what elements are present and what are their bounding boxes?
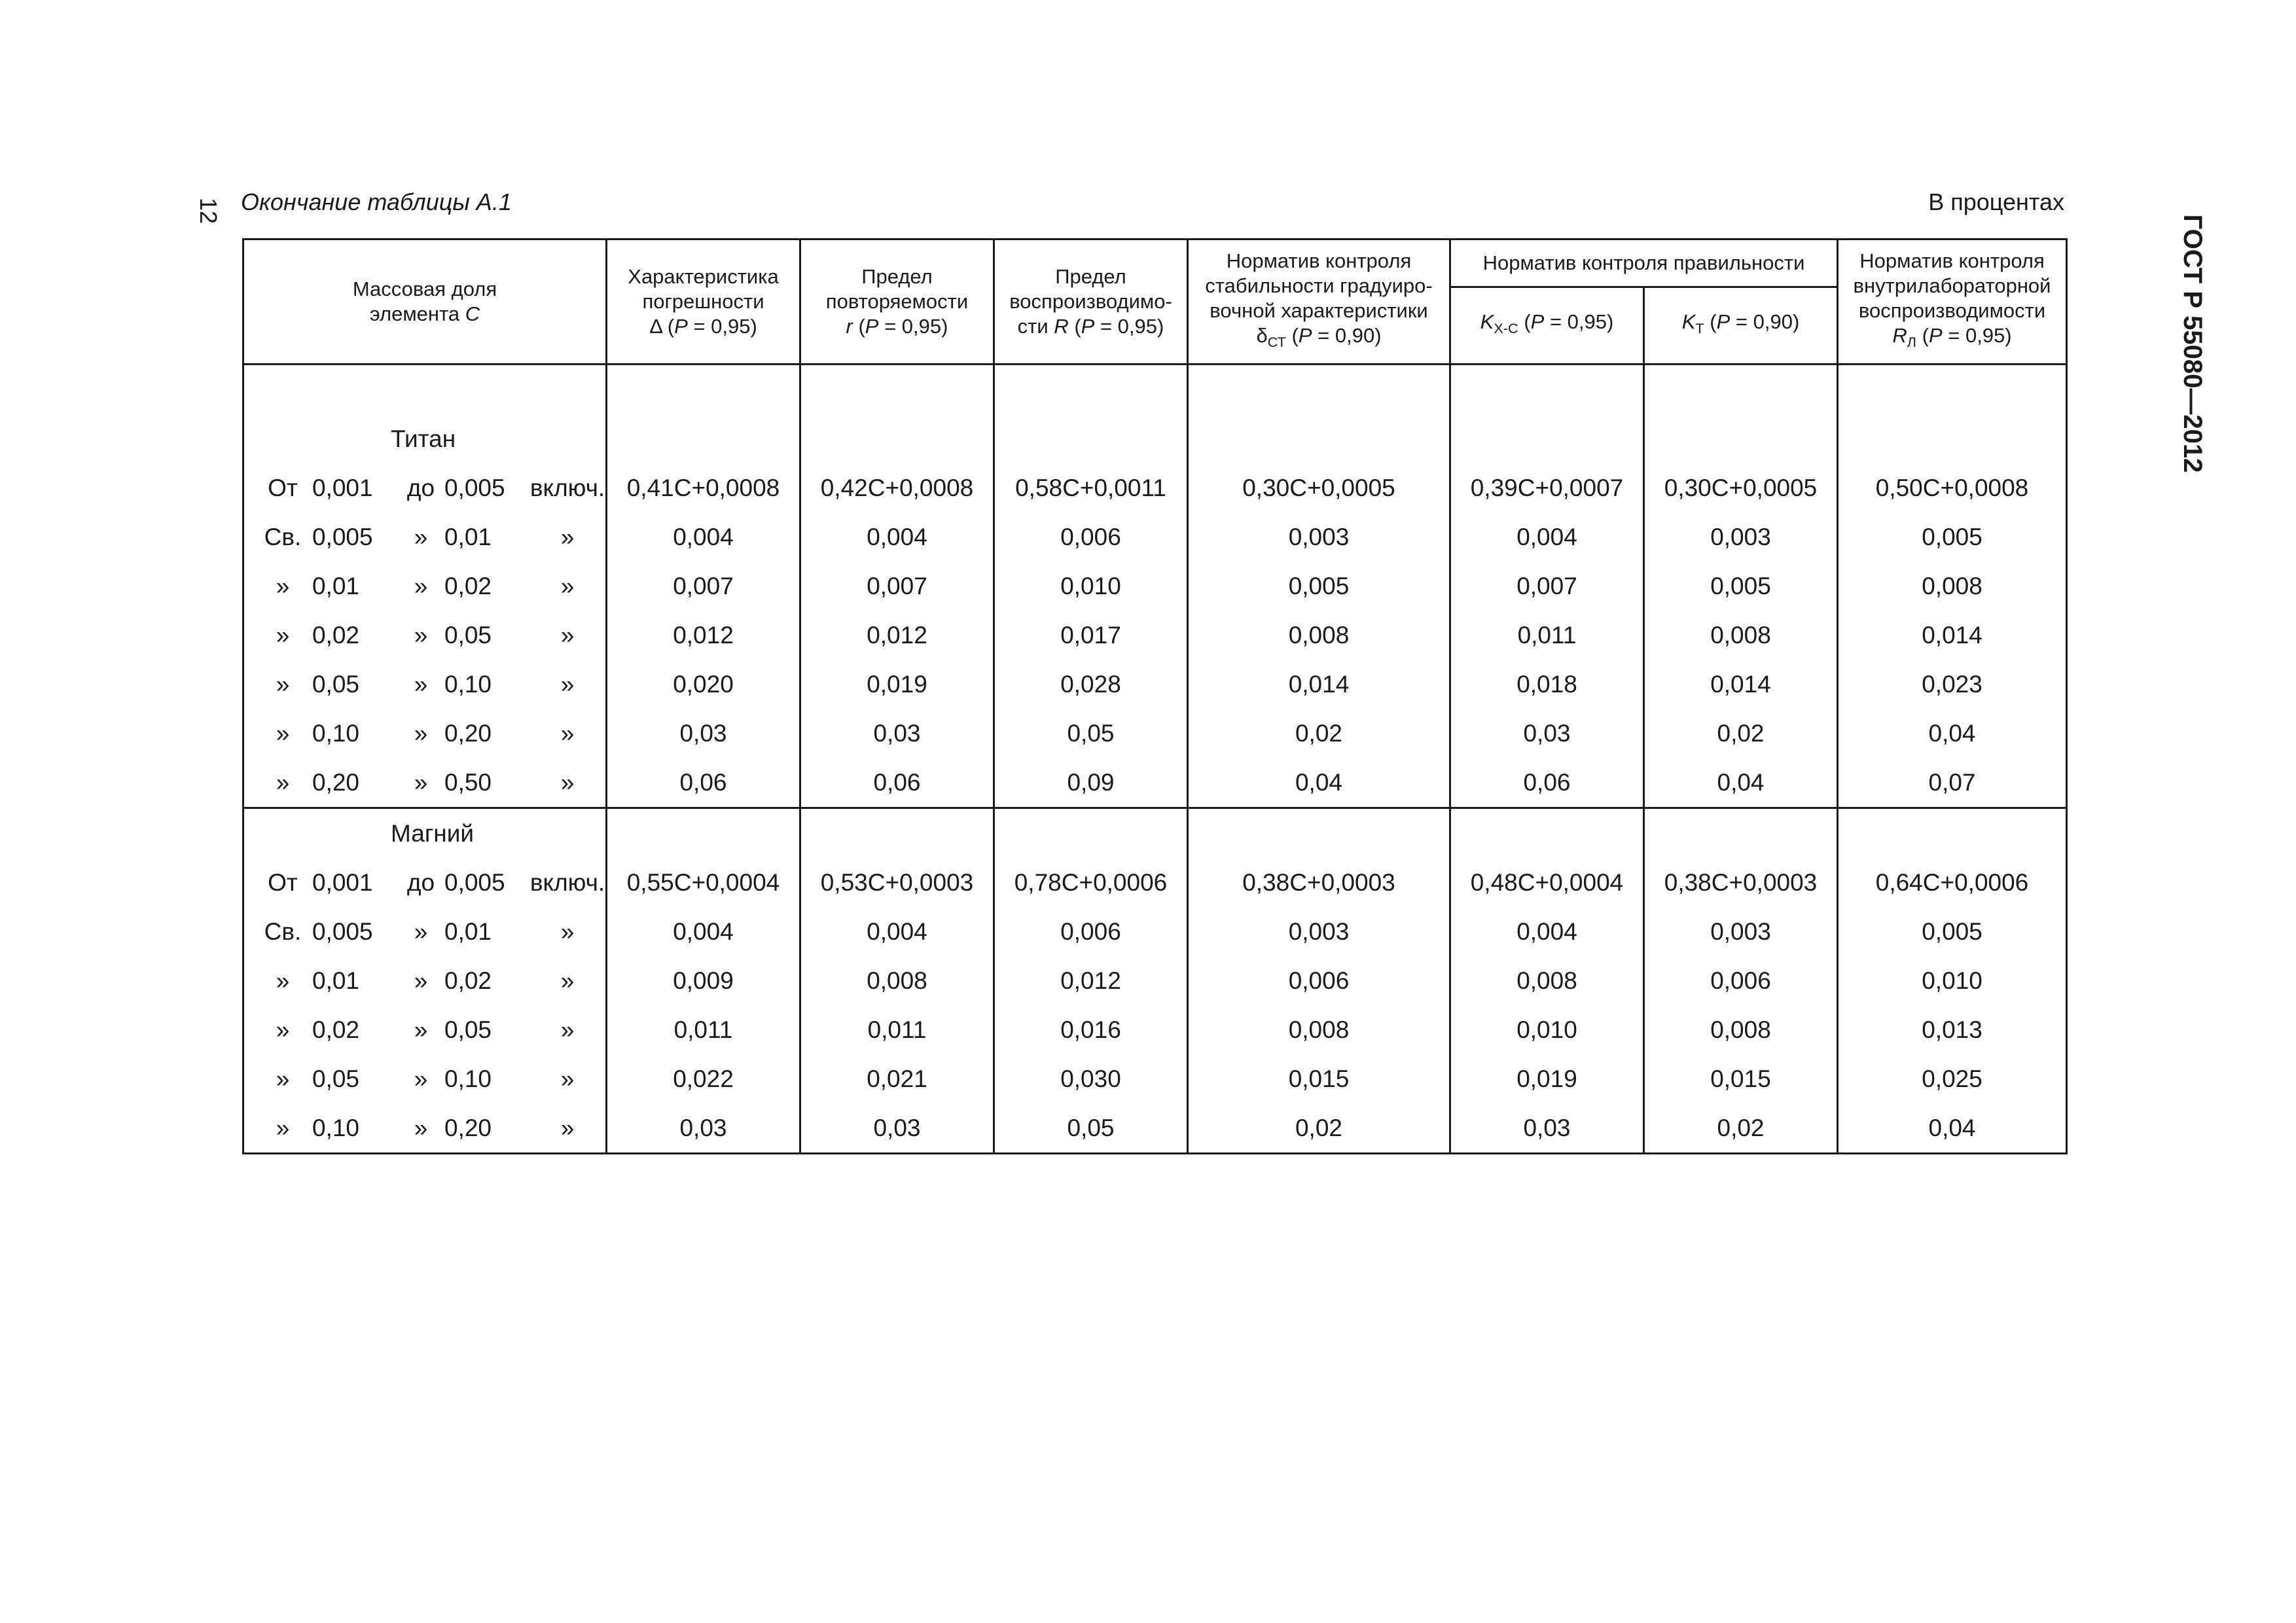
range-part: 0,10 [444,1065,492,1092]
range-part: » [560,670,575,698]
table-caption: Окончание таблицы А.1 [241,188,512,215]
value-cell: 0,005 [1644,562,1838,611]
value-cell: 0,017 [994,611,1188,660]
header-repeatability-limit: Предел повторяемости r (P = 0,95) [800,240,994,365]
value-cell: 0,38С+0,0003 [1644,858,1838,907]
group-title: Титан [391,425,456,452]
value-cell: 0,023 [1838,660,2067,709]
value-cell: 0,005 [1188,562,1450,611]
table-row [243,463,2067,512]
value-cell: 0,008 [1188,1005,1450,1054]
range-part: 0,01 [444,523,492,550]
range-part: » [414,1065,428,1092]
table-body [243,414,2067,1154]
value-cell: 0,004 [1450,907,1644,956]
value-cell: 0,07 [1838,758,2067,808]
value-cell: 0,016 [994,1005,1188,1054]
value-cell: 0,008 [1644,611,1838,660]
value-cell: 0,012 [607,611,800,660]
range-cell [243,1054,607,1103]
value-cell: 0,003 [1188,512,1450,562]
range-part: » [414,1114,428,1141]
value-cell: 0,021 [800,1054,994,1103]
range-cell [243,758,607,808]
value-cell: 0,03 [607,1103,800,1154]
header-k-x-c: $K_{Х-С}$ (P = 0,95) [1450,287,1644,365]
header-reproducibility-limit: Предел воспроизводимо- сти R (P = 0,95) [994,240,1188,365]
value-cell: 0,53С+0,0003 [800,858,994,907]
value-cell: 0,30С+0,0005 [1644,463,1838,512]
range-part: » [414,1016,428,1043]
header-k-t: $K_Т$ (P = 0,90) [1644,287,1838,365]
range-cell [243,1103,607,1154]
table-row [243,611,2067,660]
value-cell: 0,010 [1838,956,2067,1005]
range-part: » [560,1065,575,1092]
value-cell: 0,015 [1188,1054,1450,1103]
range-part: » [560,918,575,945]
value-cell: 0,008 [1450,956,1644,1005]
range-part: » [276,719,290,747]
table-row [243,660,2067,709]
range-part: » [276,621,290,649]
range-part: 0,02 [312,621,360,649]
table-row [243,907,2067,956]
value-cell: 0,011 [607,1005,800,1054]
value-cell: 0,02 [1644,709,1838,758]
value-cell: 0,008 [800,956,994,1005]
value-cell: 0,019 [800,660,994,709]
value-cell: 0,05 [994,1103,1188,1154]
table-row [243,956,2067,1005]
value-cell: 0,004 [1450,512,1644,562]
range-part: 0,005 [444,868,505,896]
range-part: 0,50 [444,768,492,796]
table-row [243,858,2067,907]
range-part: » [414,621,428,649]
range-cell [243,858,607,907]
value-cell: 0,007 [800,562,994,611]
value-cell: 0,010 [1450,1005,1644,1054]
value-cell: 0,04 [1644,758,1838,808]
value-cell: 0,03 [800,709,994,758]
value-cell: 0,03 [1450,1103,1644,1154]
value-cell: 0,39С+0,0007 [1450,463,1644,512]
value-cell: 0,019 [1450,1054,1644,1103]
value-cell: 0,011 [1450,611,1644,660]
range-part: 0,02 [312,1016,360,1043]
range-cell [243,956,607,1005]
range-part: » [414,572,428,599]
range-part: включ. [529,474,605,501]
value-cell: 0,38С+0,0003 [1188,858,1450,907]
table-row [243,512,2067,562]
range-part: Св. [264,523,302,550]
value-cell: 0,003 [1188,907,1450,956]
value-cell: 0,010 [994,562,1188,611]
range-cell [243,562,607,611]
value-cell: 0,015 [1644,1054,1838,1103]
range-part: 0,10 [444,670,492,698]
value-cell: 0,007 [1450,562,1644,611]
value-cell: 0,06 [1450,758,1644,808]
range-part: » [276,768,290,796]
range-cell [243,660,607,709]
value-cell: 0,013 [1838,1005,2067,1054]
range-part: » [560,967,575,994]
range-part: 0,05 [312,670,360,698]
range-part: » [560,621,575,649]
value-cell: 0,06 [800,758,994,808]
range-cell [243,463,607,512]
range-part: 0,005 [312,918,373,945]
range-part: 0,10 [312,719,360,747]
group-header-row [243,414,2067,463]
range-part: » [560,572,575,599]
range-part: » [560,768,575,796]
value-cell: 0,55С+0,0004 [607,858,800,907]
range-part: 0,10 [312,1114,360,1141]
range-part: 0,05 [444,621,492,649]
value-cell: 0,008 [1188,611,1450,660]
value-cell: 0,006 [1188,956,1450,1005]
value-cell: 0,48С+0,0004 [1450,858,1644,907]
value-cell: 0,009 [607,956,800,1005]
range-part: 0,005 [444,474,505,501]
range-cell [243,512,607,562]
table-row [243,758,2067,808]
value-cell: 0,007 [607,562,800,611]
document-code: ГОСТ Р 55080—2012 [2178,214,2207,473]
range-part: » [276,670,290,698]
range-part: » [560,719,575,747]
range-part: 0,001 [312,474,373,501]
range-cell [243,611,607,660]
value-cell: 0,06 [607,758,800,808]
value-cell: 0,028 [994,660,1188,709]
value-cell: 0,78С+0,0006 [994,858,1188,907]
value-cell: 0,008 [1644,1005,1838,1054]
range-part: до [406,474,435,501]
range-part: » [560,523,575,550]
table-row [243,1005,2067,1054]
range-part: 0,005 [312,523,373,550]
table-row [243,709,2067,758]
range-part: до [406,868,435,896]
value-cell: 0,03 [607,709,800,758]
table-row [243,1103,2067,1154]
value-cell: 0,02 [1644,1103,1838,1154]
value-cell: 0,014 [1644,660,1838,709]
value-cell: 0,003 [1644,907,1838,956]
range-part: » [560,1016,575,1043]
data-table [242,238,2068,1154]
value-cell: 0,014 [1838,611,2067,660]
range-part: » [276,572,290,599]
value-cell: 0,58С+0,0011 [994,463,1188,512]
range-part: 0,01 [312,967,360,994]
range-part: 0,20 [312,768,360,796]
range-part: От [268,868,298,896]
range-part: » [560,1114,575,1141]
range-part: » [414,967,428,994]
value-cell: 0,41С+0,0008 [607,463,800,512]
value-cell: 0,008 [1838,562,2067,611]
range-cell [243,907,607,956]
value-cell: 0,004 [607,907,800,956]
range-cell [243,1005,607,1054]
value-cell: 0,030 [994,1054,1188,1103]
value-cell: 0,004 [800,907,994,956]
value-cell: 0,04 [1188,758,1450,808]
range-part: 0,20 [444,1114,492,1141]
value-cell: 0,025 [1838,1054,2067,1103]
header-intralab-reproducibility: Норматив контроля внутрилабораторной воспроизводимости $R_Л$ (P = 0,95) [1838,240,2067,365]
header-correctness-group: Норматив контроля правильности [1450,240,1838,287]
group-header-row [243,808,2067,859]
range-part: » [276,1065,290,1092]
range-part: Св. [264,918,302,945]
value-cell: 0,003 [1644,512,1838,562]
range-part: » [414,670,428,698]
value-cell: 0,020 [607,660,800,709]
value-cell: 0,05 [994,709,1188,758]
group-title: Магний [391,819,475,847]
range-part: 0,001 [312,868,373,896]
value-cell: 0,03 [1450,709,1644,758]
table-row [243,562,2067,611]
value-cell: 0,005 [1838,512,2067,562]
range-part: » [276,1016,290,1043]
range-part: 0,20 [444,719,492,747]
value-cell: 0,004 [800,512,994,562]
value-cell: 0,022 [607,1054,800,1103]
value-cell: 0,004 [607,512,800,562]
value-cell: 0,011 [800,1005,994,1054]
range-part: 0,01 [444,918,492,945]
value-cell: 0,018 [1450,660,1644,709]
value-cell: 0,005 [1838,907,2067,956]
header-mass-fraction: Массовая доля элемента С [243,240,607,365]
value-cell: 0,03 [800,1103,994,1154]
range-part: » [414,719,428,747]
table-row [243,1054,2067,1103]
value-cell: 0,006 [994,907,1188,956]
range-part: » [414,768,428,796]
value-cell: 0,014 [1188,660,1450,709]
header-calibration-stability: Норматив контроля стабильности градуиро- вочной характеристики $\delta_{СТ}$ (P = 0,90) [1188,240,1450,365]
range-part: 0,01 [312,572,360,599]
value-cell: 0,02 [1188,1103,1450,1154]
range-part: От [268,474,298,501]
range-part: 0,02 [444,967,492,994]
range-part: » [276,1114,290,1141]
range-part: » [414,918,428,945]
page-number: 12 [195,197,222,224]
range-part: 0,02 [444,572,492,599]
value-cell: 0,02 [1188,709,1450,758]
value-cell: 0,006 [994,512,1188,562]
value-cell: 0,04 [1838,1103,2067,1154]
range-part: » [276,967,290,994]
value-cell: 0,012 [800,611,994,660]
value-cell: 0,64С+0,0006 [1838,858,2067,907]
header-error-characteristic: Характеристика погрешности Δ (P = 0,95) [607,240,800,365]
range-part: включ. [529,868,605,896]
value-cell: 0,30С+0,0005 [1188,463,1450,512]
value-cell: 0,42С+0,0008 [800,463,994,512]
range-part: 0,05 [444,1016,492,1043]
range-part: » [414,523,428,550]
units-label: В процентах [1928,188,2064,215]
range-cell [243,709,607,758]
value-cell: 0,50С+0,0008 [1838,463,2067,512]
value-cell: 0,04 [1838,709,2067,758]
value-cell: 0,012 [994,956,1188,1005]
range-part: 0,05 [312,1065,360,1092]
value-cell: 0,006 [1644,956,1838,1005]
value-cell: 0,09 [994,758,1188,808]
